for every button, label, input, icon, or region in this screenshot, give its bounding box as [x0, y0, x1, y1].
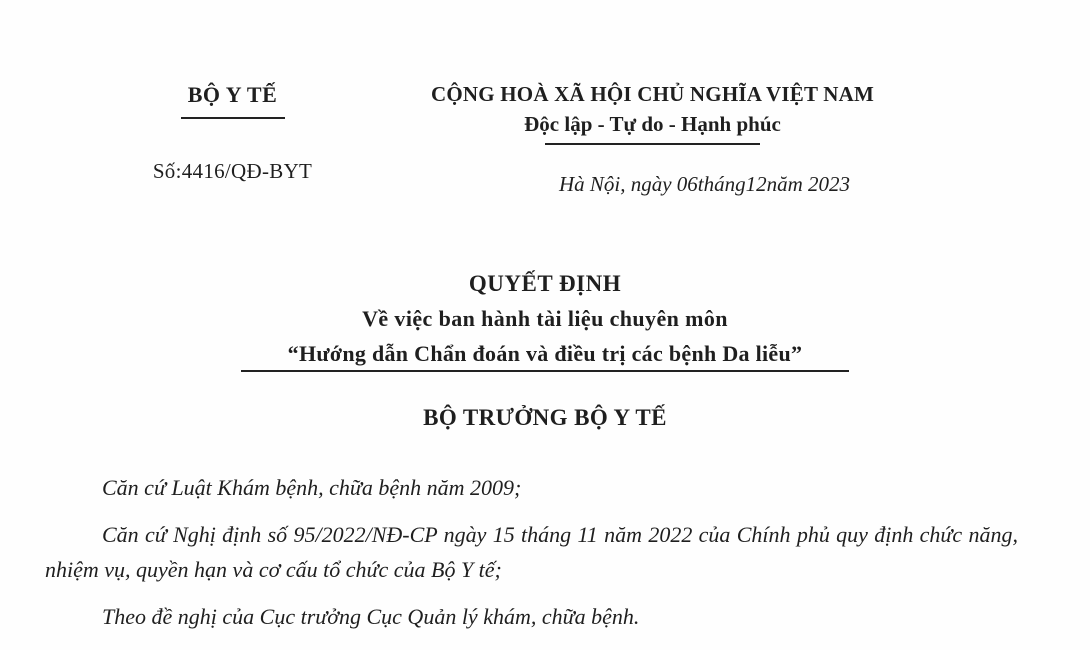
title-underline — [241, 370, 849, 372]
motto-underline — [545, 143, 760, 145]
recitals-section — [45, 470, 1018, 634]
national-header-block — [410, 82, 895, 197]
national-title: CỘNG HOÀ XÃ HỘI CHỦ NGHĨA VIỆT NAM — [431, 82, 874, 106]
decision-subtitle-line2: “Hướng dẫn Chẩn đoán và điều trị các bệnh Da liễu” — [287, 341, 803, 366]
document-header — [0, 0, 1090, 197]
issuing-agency-name: BỘ Y TẾ — [187, 82, 278, 107]
agency-underline — [181, 117, 285, 119]
authority-title: BỘ TRƯỞNG BỘ Y TẾ — [423, 405, 667, 430]
recital-paragraph: Căn cứ Nghị định số 95/2022/NĐ-CP ngày 15 tháng 11 năm 2022 của Chính phủ quy định chức năng, nhiệm vụ, quyền hạn và cơ cấu tổ chức của Bộ Y tế; — [45, 522, 1018, 582]
decision-subtitle-line1: Về việc ban hành tài liệu chuyên môn — [362, 306, 728, 331]
place-and-date: Hà Nội, ngày 06tháng12năm 2023 — [558, 172, 851, 196]
national-motto: Độc lập - Tự do - Hạnh phúc — [524, 112, 781, 136]
recital-paragraph: Căn cứ Luật Khám bệnh, chữa bệnh năm 2009; — [102, 475, 522, 500]
document-number: Số:4416/QĐ-BYT — [152, 159, 313, 183]
recital-paragraph: Theo đề nghị của Cục trưởng Cục Quản lý khám, chữa bệnh. — [102, 604, 640, 629]
decision-title: QUYẾT ĐỊNH — [468, 271, 622, 296]
decision-title-block — [0, 271, 1090, 372]
issuing-agency-block — [55, 82, 410, 197]
